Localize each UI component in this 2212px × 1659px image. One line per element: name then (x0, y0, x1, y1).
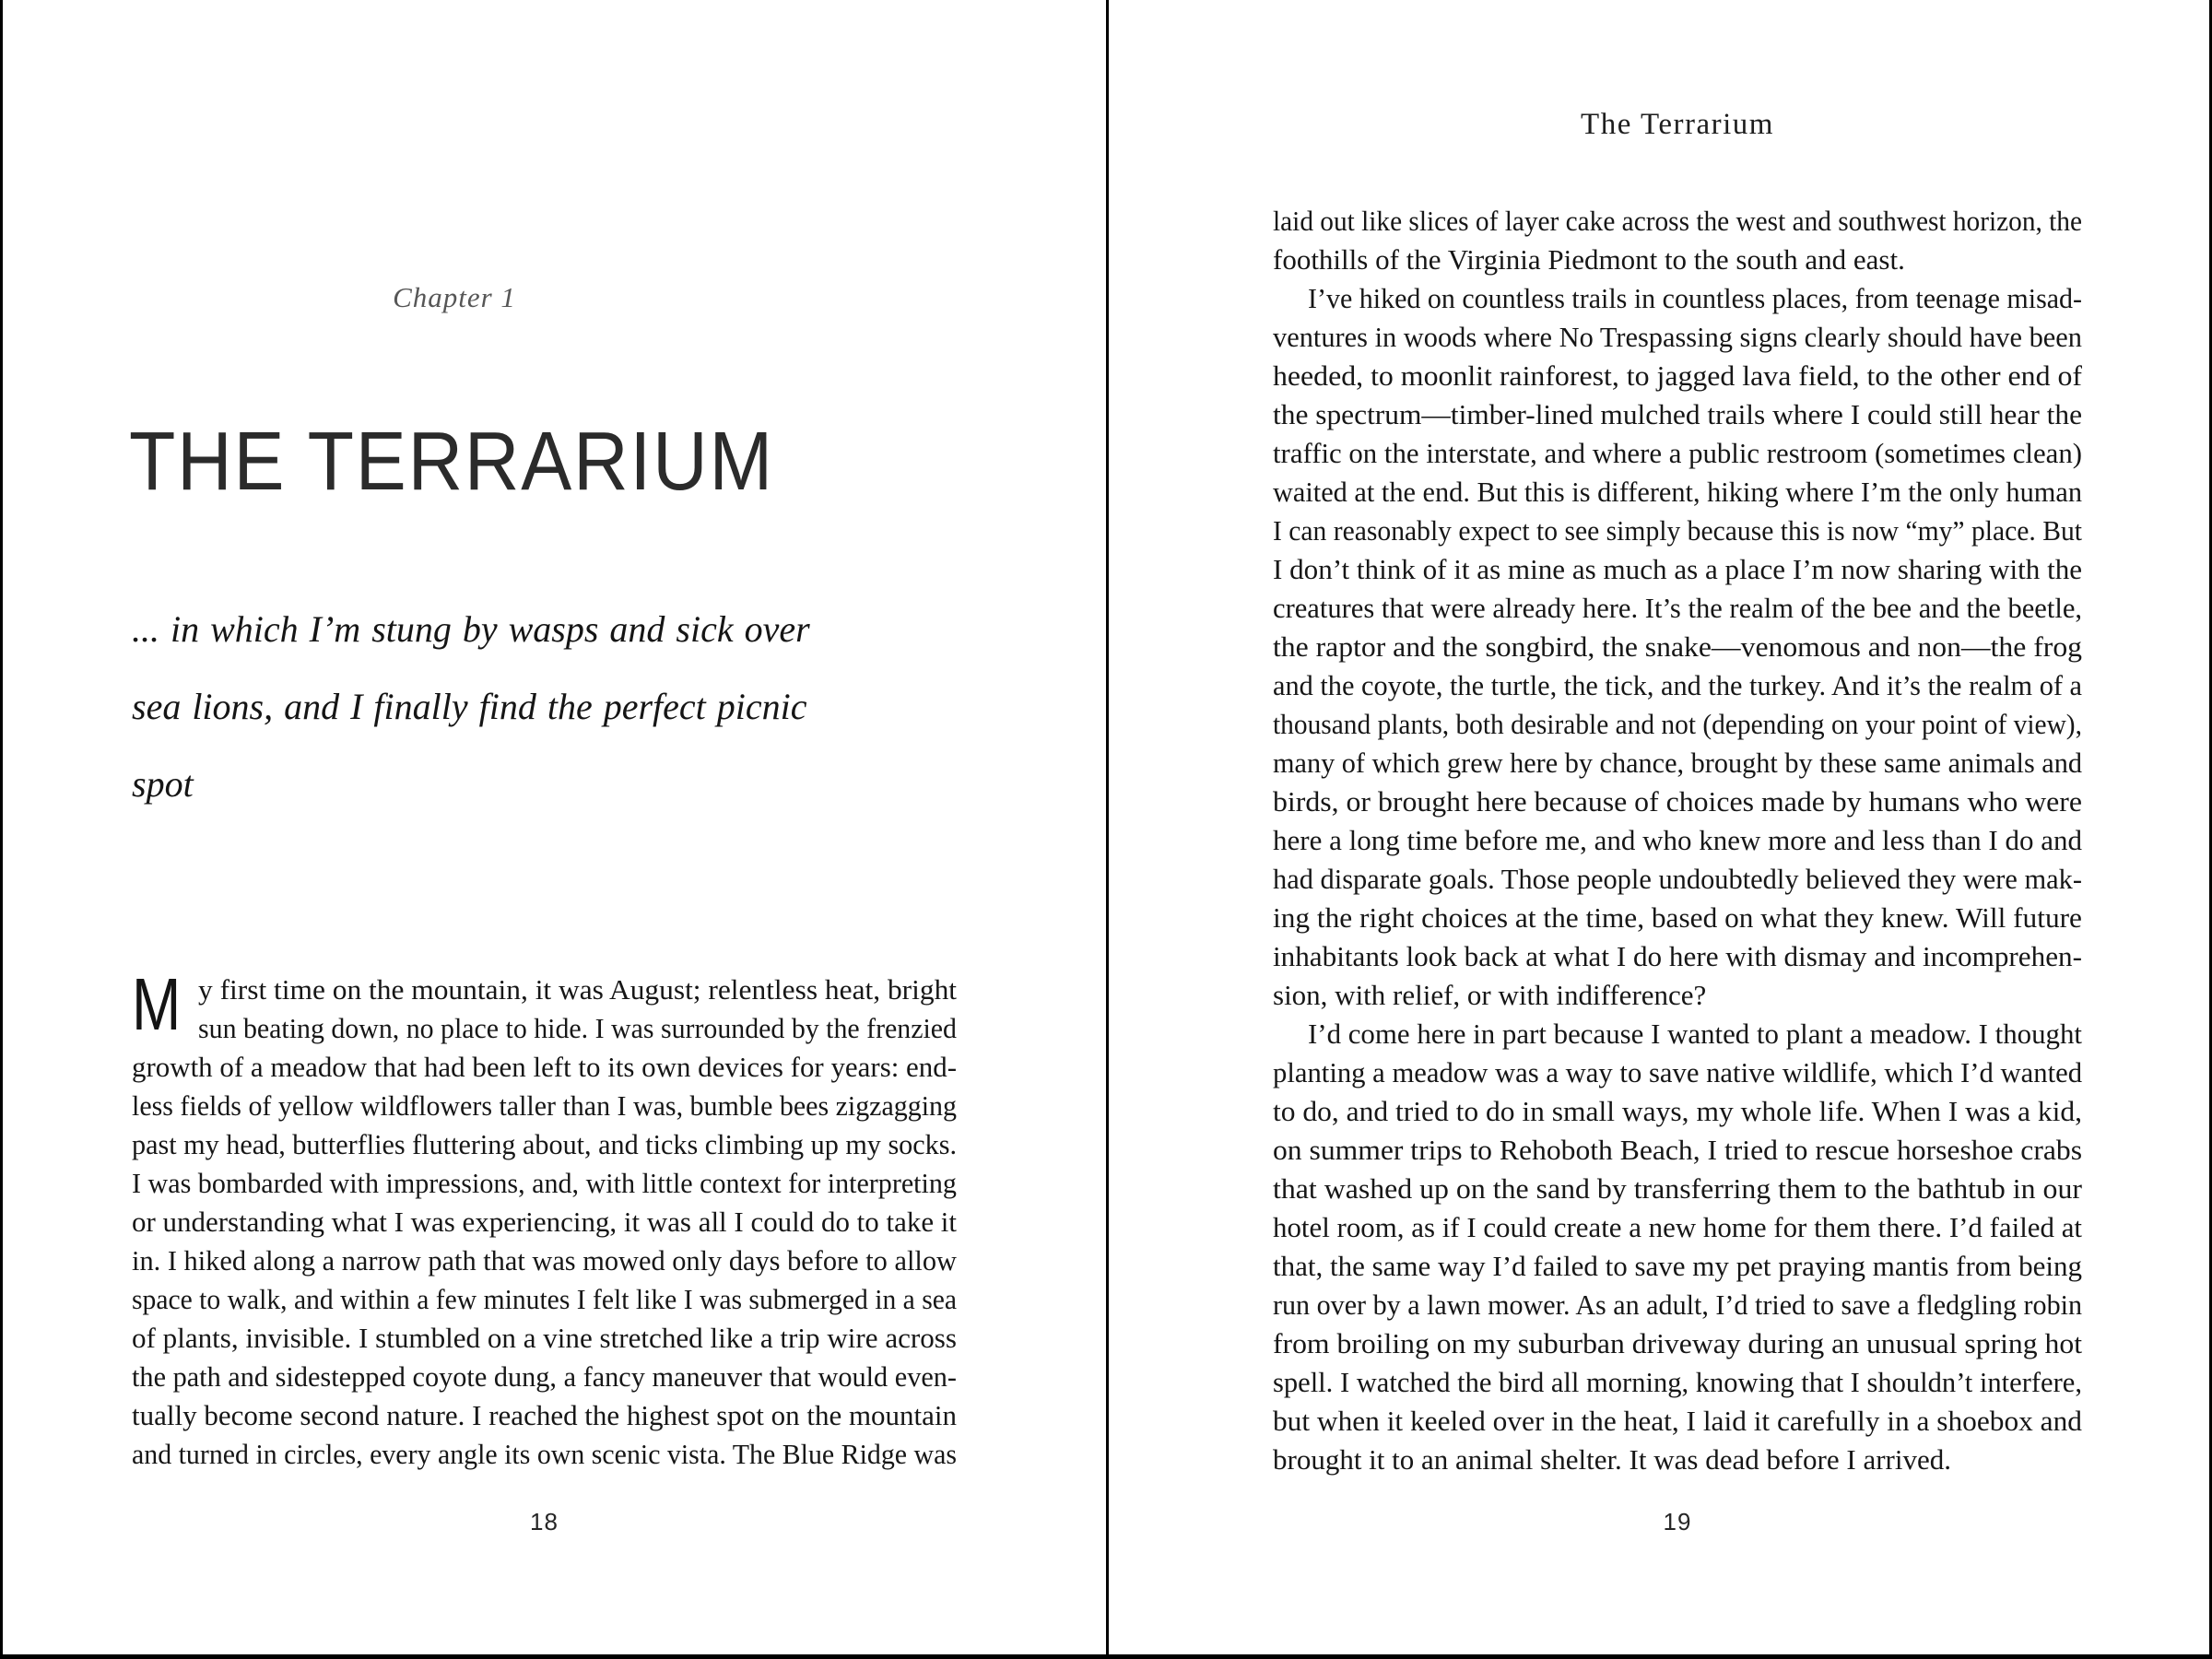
body-line: ing the right choices at the time, based on what they knew. Will future (1273, 901, 2082, 934)
body-line: brought it to an animal shelter. It was dead before I arrived. (1273, 1443, 1951, 1476)
page-divider (1106, 0, 1109, 1659)
body-line: sun beating down, no place to hide. I was surrounded by the frenzied (198, 1012, 957, 1044)
body-line: laid out like slices of layer cake across the west and southwest horizon, the (1273, 205, 2082, 237)
body-line: tually become second nature. I reached the highest spot on the mountain (132, 1399, 958, 1431)
body-line: I don’t think of it as mine as much as a place I’m now sharing with the (1273, 553, 2083, 585)
body-line: sion, with relief, or with indifference? (1273, 979, 1707, 1011)
body-line: planting a meadow was a way to save native wildlife, which I’d wanted (1273, 1056, 2083, 1088)
body-line: the spectrum—timber-lined mulched trails where I could still hear the (1273, 398, 2083, 430)
body-line: I’d come here in part because I wanted to plant a meadow. I thought (1308, 1018, 2083, 1050)
body-line: space to walk, and within a few minutes I felt like I was submerged in a sea (132, 1283, 958, 1315)
body-line: many of which grew here by chance, brought by these same animals and (1273, 747, 2082, 779)
body-line: traffic on the interstate, and where a public restroom (sometimes clean) (1273, 437, 2082, 469)
body-line: less fields of yellow wildflowers taller than I was, bumble bees zigzagging (132, 1089, 958, 1122)
body-line: that washed up on the sand by transferring them to the bathtub in our (1273, 1172, 2082, 1205)
subtitle-line: sea lions, and I finally find the perfect picnic (132, 686, 807, 727)
body-line: and turned in circles, every angle its own scenic vista. The Blue Ridge was (132, 1438, 957, 1470)
body-line: waited at the end. But this is different, hiking where I’m the only human (1273, 476, 2082, 508)
page-number-right: 19 (1663, 1508, 1692, 1535)
body-line: ventures in woods where No Trespassing signs clearly should have been (1273, 321, 2082, 353)
subtitle-line: spot (132, 763, 194, 805)
chapter-subtitle (132, 591, 961, 823)
body-line: or understanding what I was experiencing, it was all I could do to take it (132, 1206, 958, 1238)
body-line: hotel room, as if I could create a new home for them there. I’d failed at (1273, 1211, 2083, 1243)
drop-cap: M (132, 963, 182, 1045)
body-line: run over by a lawn mower. As an adult, I’d tried to save a fledgling robin (1273, 1288, 2083, 1321)
chapter-title: THE TERRARIUM (129, 416, 775, 508)
page-number-left: 18 (530, 1508, 559, 1535)
chapter-label: Chapter 1 (393, 281, 516, 313)
body-line: spell. I watched the bird all morning, knowing that I shouldn’t interfere, (1273, 1366, 2082, 1398)
body-line: thousand plants, both desirable and not (depending on your point of view), (1273, 708, 2082, 740)
body-line: inhabitants look back at what I do here with dismay and incomprehen- (1273, 940, 2082, 972)
body-line: that, the same way I’d failed to save my pet praying mantis from being (1273, 1250, 2083, 1282)
body-line: creatures that were already here. It’s the realm of the bee and the beetle, (1273, 592, 2083, 624)
body-line: growth of a meadow that had been left to its own devices for years: end- (132, 1051, 958, 1083)
right-body-text (1273, 202, 2082, 1479)
body-line: heeded, to moonlit rainforest, to jagged lava field, to the other end of (1273, 359, 2082, 392)
body-line: foothills of the Virginia Piedmont to the south and east. (1273, 243, 1905, 276)
body-line: in. I hiked along a narrow path that was mowed only days before to allow (132, 1244, 957, 1277)
running-header: The Terrarium (1581, 108, 1774, 141)
body-line: the raptor and the songbird, the snake—venomous and non—the frog (1273, 630, 2083, 663)
body-line: y first time on the mountain, it was August; relentless heat, bright (198, 973, 958, 1006)
body-line: to do, and tried to do in small ways, my whole life. When I was a kid, (1273, 1095, 2082, 1127)
body-line: I can reasonably expect to see simply because this is now “my” place. But (1273, 514, 2083, 547)
body-line: on summer trips to Rehoboth Beach, I tried to rescue horseshoe crabs (1273, 1134, 2083, 1166)
body-line: from broiling on my suburban driveway during an unusual spring hot (1273, 1327, 2083, 1359)
body-line: past my head, butterflies fluttering about, and ticks climbing up my socks. (132, 1128, 958, 1160)
subtitle-line: ... in which I’m stung by wasps and sick over (132, 608, 810, 650)
body-line: had disparate goals. Those people undoubtedly believed they were mak- (1273, 863, 2082, 895)
body-line: of plants, invisible. I stumbled on a vine stretched like a trip wire across (132, 1322, 957, 1354)
body-line: and the coyote, the turtle, the tick, and the turkey. And it’s the realm of a (1273, 669, 2083, 701)
body-line: I’ve hiked on countless trails in countless places, from teenage misad- (1308, 282, 2083, 314)
body-line: here a long time before me, and who knew more and less than I do and (1273, 824, 2082, 856)
body-line: birds, or brought here because of choices made by humans who were (1273, 785, 2083, 818)
body-line: the path and sidestepped coyote dung, a fancy maneuver that would even- (132, 1360, 958, 1393)
left-body-text (132, 963, 958, 1474)
body-line: but when it keeled over in the heat, I laid it carefully in a shoebox and (1273, 1405, 2082, 1437)
body-line: I was bombarded with impressions, and, with little context for interpreting (132, 1167, 957, 1199)
